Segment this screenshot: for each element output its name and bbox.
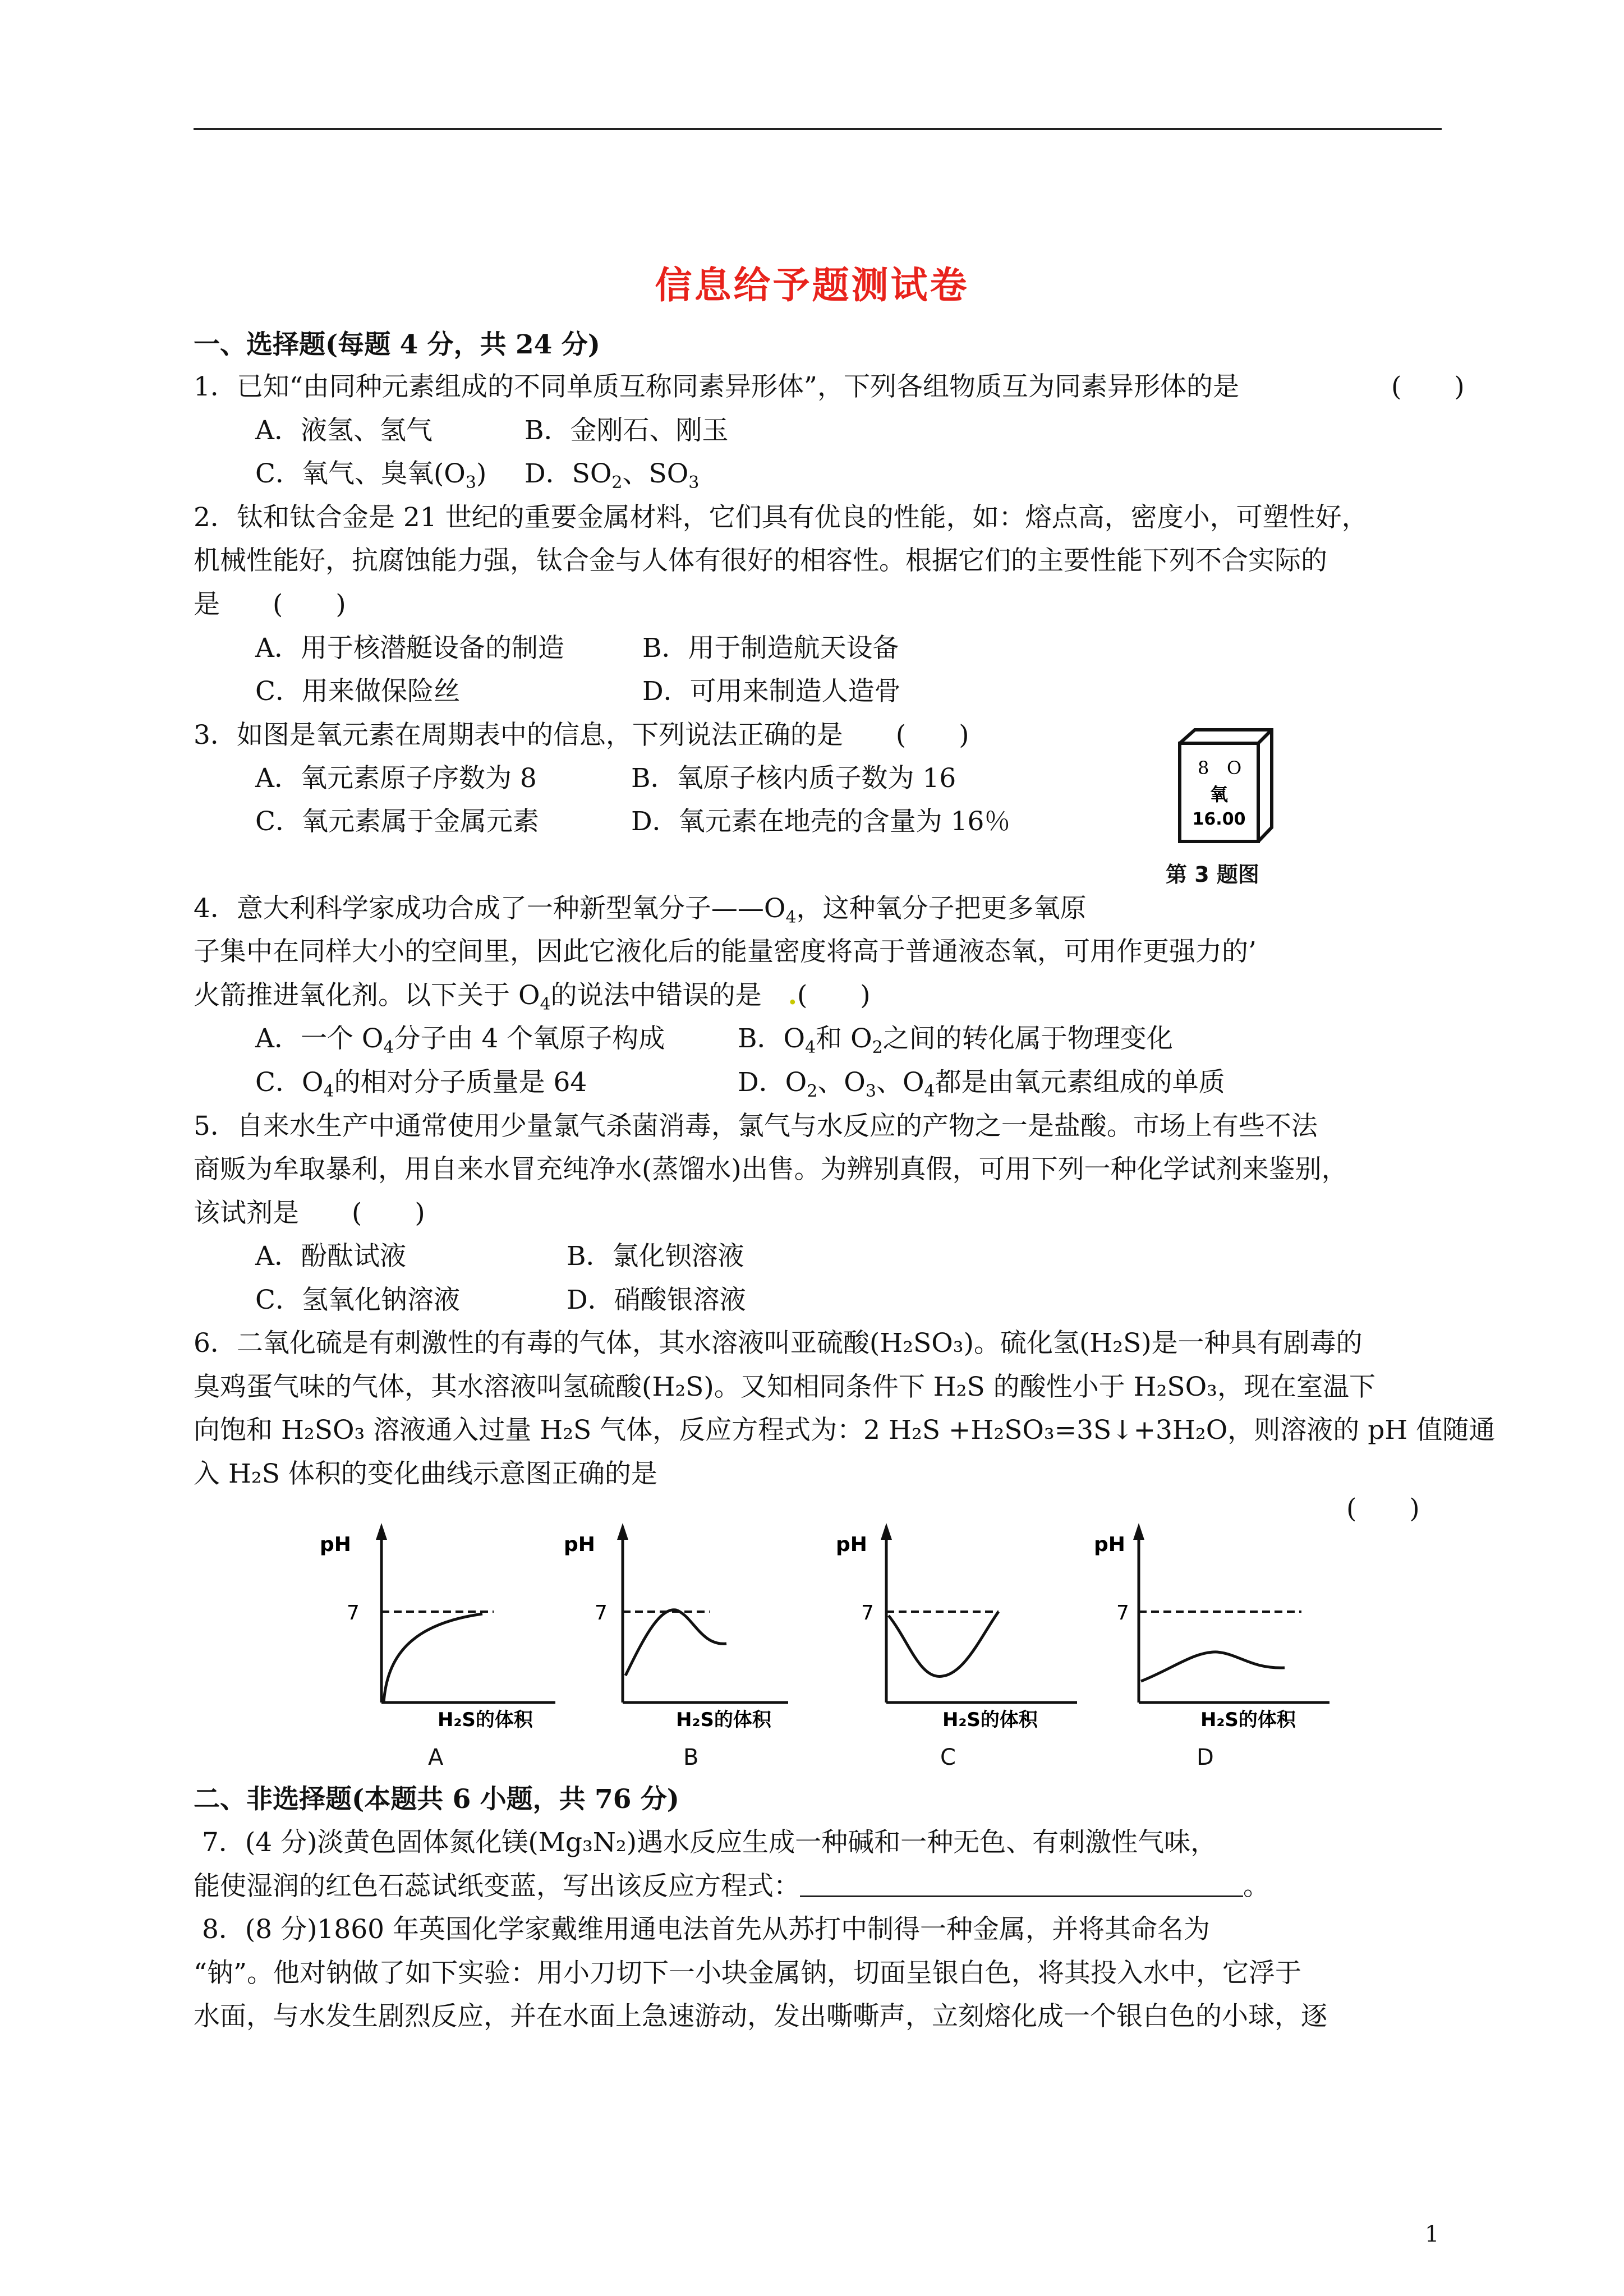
q8-line-1: 8．(8 分)1860 年英国化学家戴维用通电法首先从苏打中制得一种金属，并将其命名为 <box>202 1914 1210 1945</box>
graph-label-a: A <box>428 1745 444 1770</box>
q5-line-1: 5．自来水生产中通常使用少量氯气杀菌消毒，氯气与水反应的产物之一是盐酸。市场上有些不法 <box>194 1111 1318 1142</box>
q3-option-c: C．氧元素属于金属元素 <box>255 806 539 837</box>
q5-option-c: C．氢氧化钠溶液 <box>255 1285 460 1315</box>
q5-line-2: 商贩为牟取暴利，用自来水冒充纯净水(蒸馏水)出售。为辨别真假，可用下列一种化学试剂来鉴别， <box>194 1154 1348 1185</box>
y-tick-7: 7 <box>1116 1602 1129 1625</box>
q8-line-3: 水面，与水发生剧烈反应，并在水面上急速游动，发出嘶嘶声，立刻熔化成一个银白色的小球，逐 <box>194 2001 1327 2032</box>
x-label: H₂S的体积 <box>438 1709 533 1731</box>
ph-graph-d <box>1083 1517 1352 1731</box>
q1-option-b: B．金刚石、刚玉 <box>525 415 729 446</box>
graph-label-b: B <box>683 1745 699 1770</box>
q1-answer-paren: ( ) <box>1391 371 1465 402</box>
q4-option-d: D．$O_2$、$O_3$、$O_4$都是由氧元素组成的单质 <box>738 1067 1225 1101</box>
q1-option-c: C．氧气、臭氧$(O_3)$ <box>255 458 487 493</box>
q2-line-1: 2．钛和钛合金是 21 世纪的重要金属材料，它们具有优良的性能，如：熔点高，密度小，可塑性好， <box>194 502 1368 533</box>
x-label: H₂S的体积 <box>676 1709 771 1731</box>
q5-option-d: D．硝酸银溶液 <box>567 1285 746 1315</box>
q5-option-b: B．氯化钡溶液 <box>567 1241 744 1272</box>
y-tick-7: 7 <box>595 1602 608 1625</box>
q2-option-b: B．用于制造航天设备 <box>642 633 899 664</box>
q8-line-2: “钠”。他对钠做了如下实验：用小刀切下一小块金属钠，切面呈银白色，将其投入水中，它浮于 <box>194 1958 1302 1989</box>
q7-line-2: 能使湿润的红色石蕊试纸变蓝，写出该反应方程式： 。 <box>194 1871 1269 1902</box>
q4-line-2: 子集中在同样大小的空间里，因此它液化后的能量密度将高于普通液态氧，可用作更强力的’ <box>194 936 1257 967</box>
q6-line-4: 入 H₂S 体积的变化曲线示意图正确的是 <box>194 1458 657 1489</box>
q2-option-c: C．用来做保险丝 <box>255 676 460 707</box>
page-title: 信息给予题测试卷 <box>655 263 969 307</box>
y-tick-7: 7 <box>861 1602 874 1625</box>
q4-option-c: C．$O_4$的相对分子质量是 64 <box>255 1067 587 1101</box>
q6-answer-paren: ( ) <box>1346 1493 1420 1524</box>
q3-option-b: B．氧原子核内质子数为 16 <box>631 763 956 794</box>
q5-line-3: 该试剂是 ( ) <box>194 1198 425 1228</box>
q3-option-a: A．氧元素原子序数为 8 <box>255 763 537 794</box>
q6-line-1: 6．二氧化硫是有刺激性的有毒的气体，其水溶液叫亚硫酸(H₂SO₃)。硫化氢(H₂S)是一种具有剧毒的 <box>194 1328 1363 1359</box>
element-name: 氧 <box>1209 784 1229 805</box>
section-1-heading: 一、选择题(每题 4 分，共 24 分) <box>194 329 601 360</box>
q3-stem: 3．如图是氧元素在周期表中的信息，下列说法正确的是 ( ) <box>194 720 969 751</box>
q2-line-3: 是 ( ) <box>194 589 346 620</box>
ph-graph-a <box>314 1517 572 1731</box>
q1-stem: 1．已知“由同种元素组成的不同单质互称同素异形体”，下列各组物质互为同素异形体的是 <box>194 371 1239 402</box>
q4-option-b: B．$O_4$和 $O_2$之间的转化属于物理变化 <box>738 1023 1173 1057</box>
section-2-heading: 二、非选择题(本题共 6 小题，共 76 分) <box>194 1784 680 1815</box>
ph-graph-c <box>830 1517 1099 1731</box>
q2-line-2: 机械性能好，抗腐蚀能力强，钛合金与人体有很好的相容性。根据它们的主要性能下列不合实际的 <box>194 545 1327 576</box>
q6-line-3: 向饱和 H₂SO₃ 溶液通入过量 H₂S 气体，反应方程式为：2 H₂S +H₂SO₃=3S↓+3H₂O，则溶液的 pH 值随通 <box>194 1415 1496 1446</box>
graph-label-d: D <box>1197 1745 1214 1770</box>
page-number: 1 <box>1425 2221 1439 2247</box>
element-symbol: O <box>1227 757 1242 779</box>
q2-option-d: D．可用来制造人造骨 <box>642 676 901 707</box>
element-number: 8 <box>1198 757 1209 779</box>
q6-line-2: 臭鸡蛋气味的气体，其水溶液叫氢硫酸(H₂S)。又知相同条件下 H₂S 的酸性小于 H₂SO₃，现在室温下 <box>194 1372 1375 1402</box>
q3-option-d: D．氧元素在地壳的含量为 16％ <box>631 806 1011 837</box>
q4-option-a: A．一个 $O_4$分子由 4 个氧原子构成 <box>255 1023 665 1057</box>
y-label: pH <box>836 1533 867 1556</box>
x-label: H₂S的体积 <box>1200 1709 1296 1731</box>
q4-line-3: 火箭推进氧化剂。以下关于 $O_4$的说法中错误的是 .( ) <box>194 980 871 1014</box>
q7-answer-blank[interactable] <box>800 1874 1243 1897</box>
oxygen-element-card <box>1175 726 1276 847</box>
element-mass: 16.00 <box>1192 809 1246 829</box>
ph-graph-b <box>564 1517 811 1731</box>
q1-option-a: A．液氢、氢气 <box>255 415 433 446</box>
y-label: pH <box>564 1533 595 1556</box>
header-rule <box>194 128 1442 130</box>
graph-label-c: C <box>940 1745 956 1770</box>
figure-3-caption: 第 3 题图 <box>1166 862 1259 887</box>
q4-line-1: 4．意大利科学家成功合成了一种新型氧分子$——O_4$，这种氧分子把更多氧原 <box>194 893 1087 927</box>
y-tick-7: 7 <box>347 1602 360 1625</box>
y-label: pH <box>320 1533 351 1556</box>
x-label: H₂S的体积 <box>942 1709 1038 1731</box>
q7-line-1: 7．(4 分)淡黄色固体氮化镁(Mg₃N₂)遇水反应生成一种碱和一种无色、有刺激性气味， <box>202 1827 1217 1858</box>
q5-option-a: A．酚酞试液 <box>255 1241 406 1272</box>
q2-option-a: A．用于核潜艇设备的制造 <box>255 633 564 664</box>
q1-option-d: D．$SO_2$、$SO_3$ <box>525 458 700 493</box>
y-label: pH <box>1094 1533 1125 1556</box>
